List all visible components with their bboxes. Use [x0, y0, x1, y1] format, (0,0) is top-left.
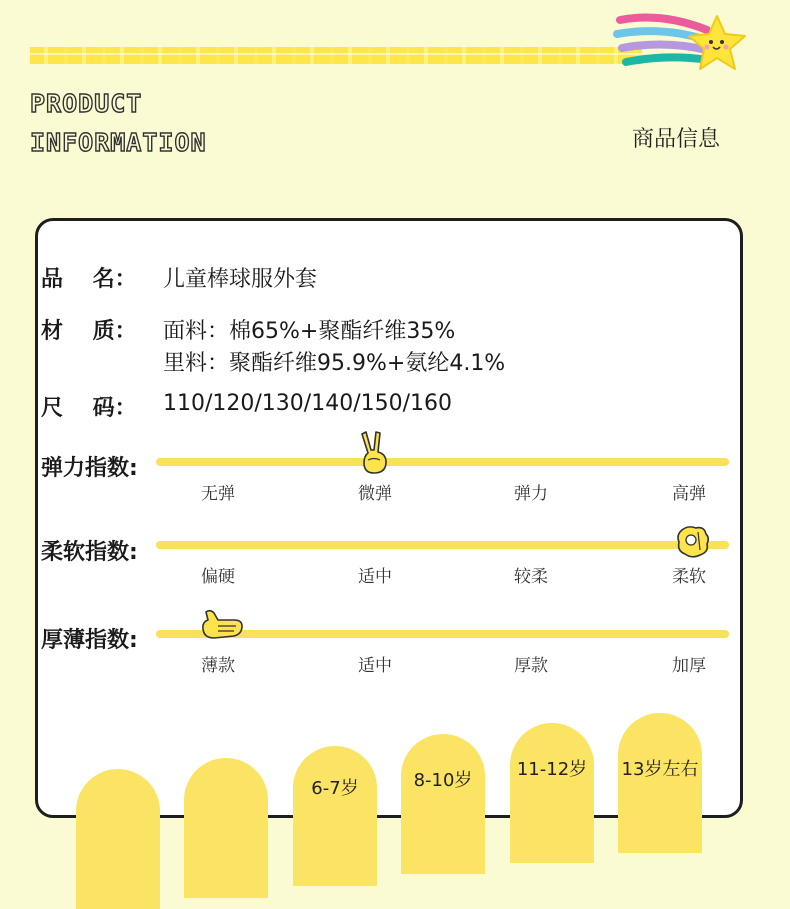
- age-bubble-2: [184, 758, 268, 898]
- ok-hand-icon: [674, 524, 712, 564]
- pointing-hand-icon: [200, 608, 244, 646]
- thickness-tick-2: 适中: [358, 656, 392, 676]
- heading-line-1: PRODUCT: [30, 89, 143, 118]
- heading-line-2: INFORMATION: [30, 128, 207, 157]
- softness-tick-1: 偏硬: [201, 567, 235, 587]
- elasticity-tick-2: 微弹: [358, 484, 392, 504]
- product-information-heading: [30, 84, 207, 162]
- elasticity-track: [156, 458, 729, 466]
- product-info-cn-title: 商品信息: [632, 127, 721, 152]
- material-label: 材 质：: [41, 319, 137, 344]
- softness-tick-4: 柔软: [672, 567, 706, 587]
- material-lining-value: 里料：聚酯纤维95.9%+氨纶4.1%: [163, 351, 506, 376]
- peace-sign-hand-icon: [360, 430, 390, 479]
- age-bubble-6: 13岁左右: [618, 713, 702, 853]
- thickness-tick-1: 薄款: [201, 656, 235, 676]
- elasticity-index-label: 弹力指数:: [41, 456, 138, 481]
- name-value: 儿童棒球服外套: [163, 267, 318, 292]
- size-label: 尺 码：: [41, 396, 137, 421]
- thickness-tick-4: 加厚: [672, 656, 706, 676]
- size-value: 110/120/130/140/150/160: [163, 391, 453, 416]
- softness-index-label: 柔软指数:: [41, 540, 138, 565]
- age-bubble-3: 6-7岁: [293, 746, 377, 886]
- material-outer-value: 面料：棉65%+聚酯纤维35%: [163, 319, 456, 344]
- elasticity-tick-3: 弹力: [514, 484, 548, 504]
- age-bubble-4: 8-10岁: [401, 734, 485, 874]
- thickness-index-label: 厚薄指数:: [41, 628, 138, 653]
- name-label: 品 名：: [41, 267, 137, 292]
- softness-track: [156, 541, 729, 549]
- top-stripe-decoration: [30, 47, 642, 64]
- elasticity-tick-4: 高弹: [672, 484, 706, 504]
- softness-tick-3: 较柔: [514, 567, 548, 587]
- softness-tick-2: 适中: [358, 567, 392, 587]
- shooting-star-icon: [612, 10, 762, 85]
- age-bubble-1: [76, 769, 160, 909]
- thickness-tick-3: 厚款: [514, 656, 548, 676]
- elasticity-tick-1: 无弹: [201, 484, 235, 504]
- age-bubble-5: 11-12岁: [510, 723, 594, 863]
